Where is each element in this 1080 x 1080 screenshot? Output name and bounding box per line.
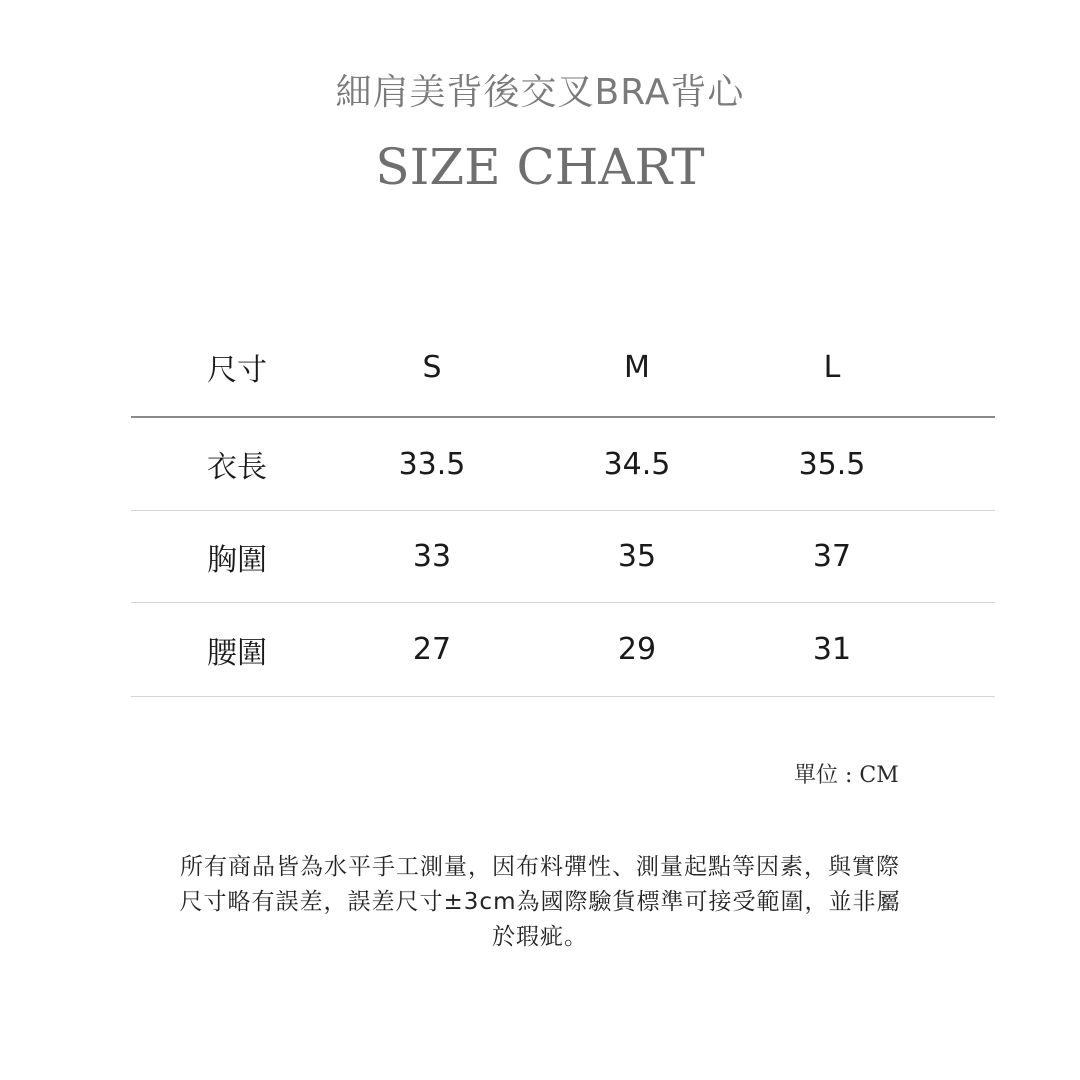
- table-cell: 35.5: [798, 446, 866, 482]
- header-cell-l: L: [823, 349, 841, 385]
- table-row: [131, 511, 995, 603]
- table-cell: 34.5: [603, 446, 671, 482]
- table-row: [131, 418, 995, 511]
- table-cell: 29: [617, 632, 657, 667]
- disclaimer-line: 尺寸略有誤差，誤差尺寸±3cm為國際驗貨標準可接受範圍，並非屬: [179, 889, 901, 915]
- table-cell: 31: [812, 632, 852, 667]
- table-header-row: [131, 318, 995, 418]
- disclaimer-line: 所有商品皆為水平手工測量，因布料彈性、測量起點等因素，與實際: [180, 854, 900, 880]
- row-label: 胸圍: [207, 542, 267, 578]
- table-cell: 33.5: [398, 446, 466, 482]
- table-row: [131, 603, 995, 697]
- header-cell-m: M: [624, 349, 650, 385]
- disclaimer-line: 於瑕疵。: [492, 924, 588, 950]
- disclaimer: [150, 850, 930, 955]
- table-cell: 27: [412, 632, 452, 667]
- product-title: 細肩美背後交叉BRA背心: [335, 72, 745, 113]
- table-cell: 35: [617, 539, 657, 574]
- table-cell: 33: [412, 539, 452, 574]
- table-cell: 37: [812, 539, 852, 574]
- header-cell-size: 尺寸: [207, 353, 267, 388]
- unit-note: 單位 : CM: [794, 763, 899, 788]
- header-cell-s: S: [422, 349, 442, 385]
- size-table: [131, 318, 995, 697]
- chart-heading: SIZE CHART: [375, 138, 705, 196]
- row-label: 腰圍: [207, 635, 267, 671]
- row-label: 衣長: [207, 450, 267, 485]
